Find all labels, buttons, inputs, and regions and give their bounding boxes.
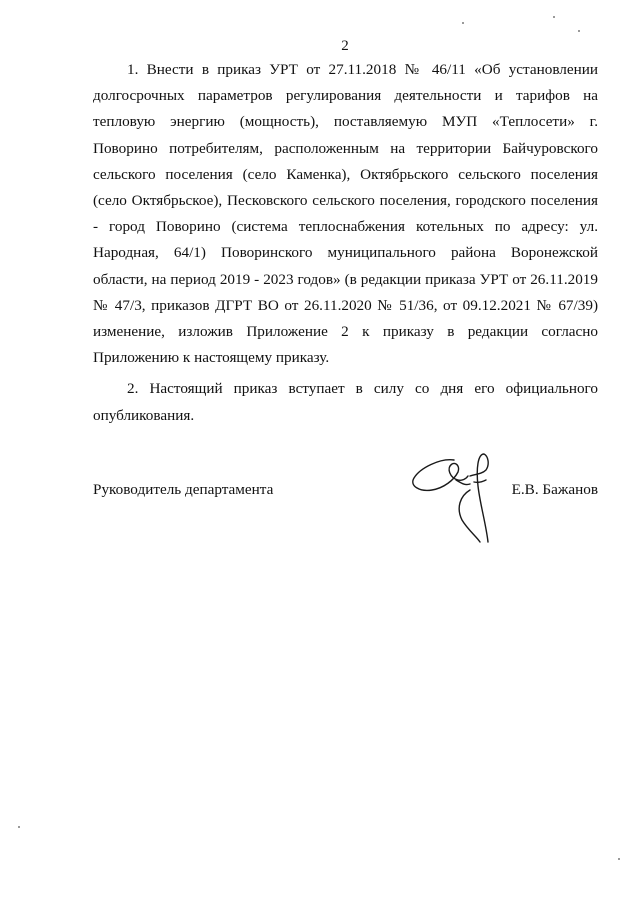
handwritten-signature — [404, 446, 514, 554]
scan-mark — [578, 30, 580, 32]
document-body — [93, 57, 598, 434]
scan-mark — [462, 22, 464, 24]
paragraph-1: 1. Внести в приказ УРТ от 27.11.2018 № 46/11 «Об установлении долгосрочных параметров регулирования деятельности и тарифов на тепловую энергию (мощность), поставляемую МУП «Теплосети» г. Поворино потребителям, расположенным на территории Байчуровского сельского поселения (село Каменка), Октябрьского сельского поселения (село Октябрьское), Песковского сельского поселения, городского поселения - город Поворино (система теплоснабжения котельных по адресу: ул. Народная, 64/1) Поворинского муниципального района Воронежской области, на период 2019 - 2023 годов» (в редакции приказа УРТ от 26.11.2019 № 47/3, приказов ДГРТ ВО от 26.11.2020 № 51/36, от 09.12.2021 № 67/39) изменение, изложив Приложение 2 к приказу в редакции согласно Приложению к настоящему приказу. — [93, 61, 598, 367]
scan-mark — [553, 16, 555, 18]
signatory-role: Руководитель департамента — [93, 481, 274, 498]
paragraph-2: 2. Настоящий приказ вступает в силу со дня его официального опубликования. — [93, 380, 598, 424]
scan-mark — [618, 858, 620, 860]
scan-mark — [18, 826, 20, 828]
page-number: 2 — [341, 38, 349, 54]
signatory-name: Е.В. Бажанов — [511, 481, 598, 498]
